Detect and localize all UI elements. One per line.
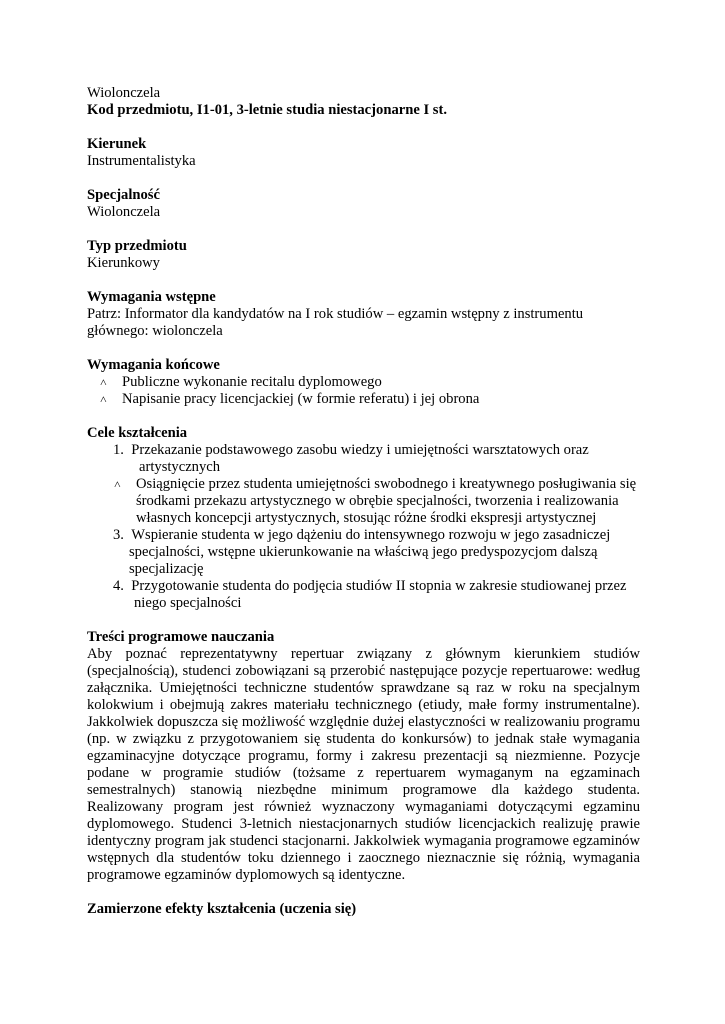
- tresci-heading: Treści programowe nauczania: [87, 629, 275, 645]
- wymagania-wstepne-line: Patrz: Informator dla kandydatów na I rok studiów – egzamin wstępny z instrumentu: [87, 306, 584, 322]
- cele-marker: 4.: [113, 578, 124, 594]
- wymagania-koncowe-item: ˄ Napisanie pracy licencjackiej (w formie referatu) i jej obrona: [100, 391, 480, 407]
- caret-up-icon: ˄: [100, 375, 107, 389]
- efekty-heading: Zamierzone efekty kształcenia (uczenia się): [87, 901, 357, 917]
- document-content: [87, 85, 640, 918]
- typ-przedmiotu-heading: Typ przedmiotu: [87, 238, 187, 254]
- cele-marker: 3.: [113, 527, 124, 543]
- subject-code-line: Kod przedmiotu, I1-01, 3-letnie studia niestacjonarne I st.: [87, 102, 447, 118]
- cele-item-1: 1. Przekazanie podstawowego zasobu wiedzy i umiejętności warsztatowych oraz artystycznych: [113, 442, 589, 475]
- caret-up-icon: ˄: [114, 477, 121, 491]
- cele-item-2: ˄ Osiągnięcie przez studenta umiejętności swobodnego i kreatywnego posługiwania się środkami przekazu artystycznego w obrębie specjalności, tworzenia i realizowania własnych koncepcji artystycznych, stosując różne środki ekspresji artystycznej: [114, 476, 637, 526]
- specjalnosc-value: Wiolonczela: [87, 204, 161, 220]
- wymagania-koncowe-item: ˄ Publiczne wykonanie recitalu dyplomowego: [100, 374, 382, 390]
- kierunek-value: Instrumentalistyka: [87, 153, 196, 169]
- wymagania-wstepne-line: głównego: wiolonczela: [87, 323, 223, 339]
- cele-item-4: 4. Przygotowanie studenta do podjęcia studiów II stopnia w zakresie studiowanej przez niego specjalności: [113, 578, 627, 611]
- cele-heading: Cele kształcenia: [87, 425, 188, 441]
- cele-item-3: 3. Wspieranie studenta w jego dążeniu do intensywnego rozwoju w jego zasadniczej specjalności, wstępne ukierunkowanie na właściwą jego predyspozycjom dalszą specjalizację: [113, 527, 611, 577]
- caret-up-icon: ˄: [100, 392, 107, 406]
- specjalnosc-heading: Specjalność: [87, 187, 160, 203]
- subject-name: Wiolonczela: [87, 85, 161, 101]
- cele-marker: 1.: [113, 442, 124, 458]
- tresci-paragraph: Aby poznać reprezentatywny repertuar związany z głównym kierunkiem studiów (specjalnością), studenci zobowiązani są przerobić następujące pozycje repertuarowe: według załącznika. Umiejętności techniczne studentów sprawdzane są raz w roku na specjalnym kolokwium i obejmują zakres materiału technicznego (etiudy, małe formy instrumentalne). Jakkolwiek dopuszcza się możliwość względnie dużej elastyczności w realizowaniu programu (np. w związku z przygotowaniem się studenta do konkursów) to jednak stałe wymagania egzaminacyjne dotyczące programu, formy i zakresu prezentacji są niezmienne. Pozycje podane w programie studiów (tożsame z repertuarem wymaganym na egzaminach semestralnych) stanowią niezbędne minimum programowe dla każdego studenta. Realizowany program jest również wyznaczony wymaganiami dotyczącymi egzaminu dyplomowego. Studenci 3-letnich niestacjonarnych studiów licencjackich realizuję prawie identyczny program jak studenci stacjonarni. Jakkolwiek wymagania programowe egzaminów wstępnych dla studentów toku dziennego i zaocznego nieznacznie się różnią, wymagania programowe egzaminów dyplomowych są identyczne.: [87, 646, 640, 883]
- kierunek-heading: Kierunek: [87, 136, 147, 152]
- typ-przedmiotu-value: Kierunkowy: [87, 255, 160, 271]
- wymagania-wstepne-heading: Wymagania wstępne: [87, 289, 216, 305]
- wymagania-koncowe-heading: Wymagania końcowe: [87, 357, 220, 373]
